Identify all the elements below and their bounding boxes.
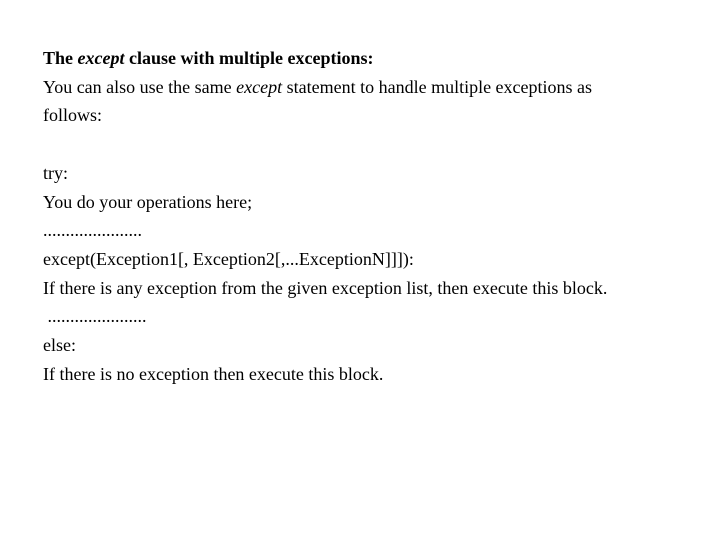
code-line-ellipsis-2: ...................... [43,306,147,327]
section-heading [43,44,703,73]
code-line-except: except(Exception1[, Exception2[,...ExceptionN]]]): [43,248,414,269]
intro-part-1: You can also use the same [43,76,237,97]
heading-suffix: clause with multiple exceptions: [124,48,374,68]
heading-prefix: The [43,48,78,68]
code-line-ellipsis-1: ...................... [43,220,142,241]
code-line-else-body: If there is no exception then execute this block. [43,363,384,384]
code-line-else: else: [43,335,76,356]
intro-part-2: statement to handle multiple exceptions as [282,76,593,97]
heading-keyword: except [77,48,125,68]
document-body [43,44,703,388]
code-line-try: try: [43,162,68,183]
intro-line-2: follows: [43,105,103,126]
intro-keyword: except [236,76,283,97]
intro-line-1 [43,73,703,102]
code-line-except-body: If there is any exception from the given exception list, then execute this block. [43,277,608,298]
code-line-operations: You do your operations here; [43,191,253,212]
paragraph-spacer [43,130,703,159]
